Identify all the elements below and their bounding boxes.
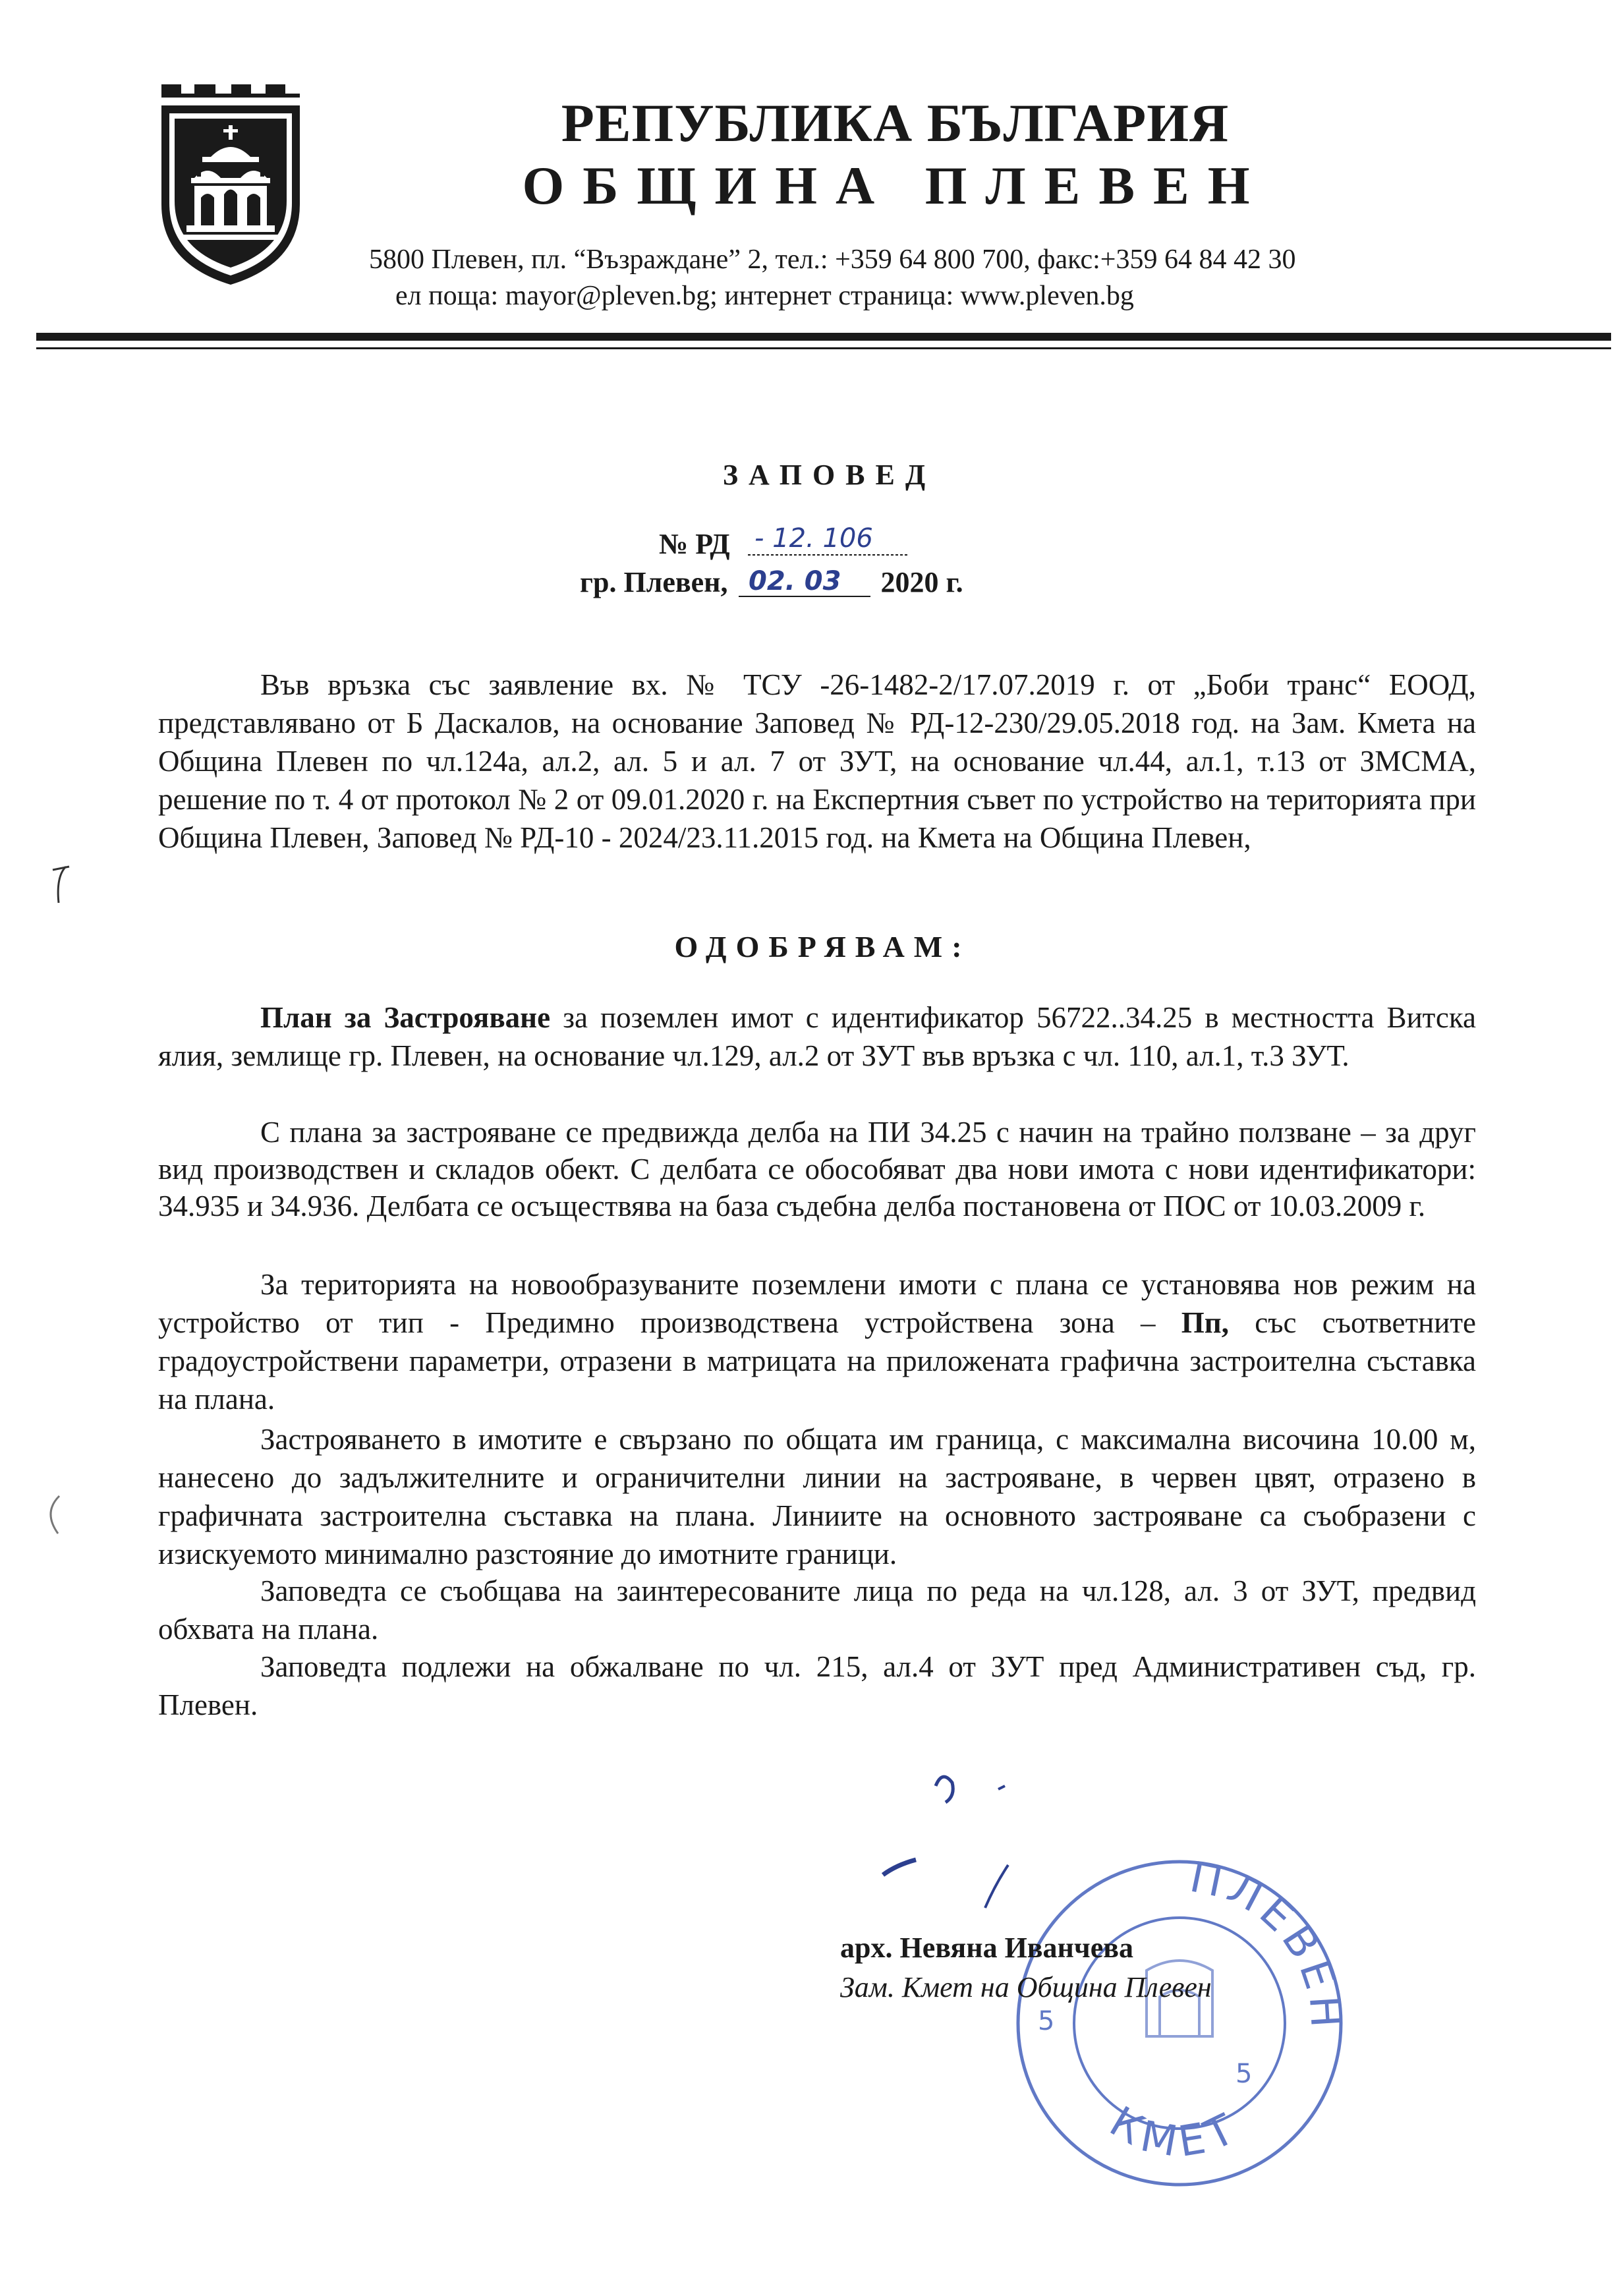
svg-text:ПЛЕВЕН <box>1186 1853 1351 2034</box>
paragraph-building: Застрояването в имотите е свързано по общата им граница, с максимална височина 10.00 м, нанесено до задължителните и ограничителни линии на застрояване, в червен цвят, отразено в графичната застроителна съставка на плана. Линиите на основното застрояване са съобразени с изискуемото минимално разстояние до имотните граници. <box>158 1423 1476 1570</box>
order-date-handwritten <box>735 566 874 599</box>
svg-text:КМЕТ <box>1102 2098 1248 2168</box>
paragraph-division: С плана за застрояване се предвижда делба на ПИ 34.25 с начин на трайно ползване – за друг вид производствен и складов обект. С делбата се обособяват два нови имота с нови идентификатори: 34.935 и 34.936. Делбата се осъществява на база съдебна делба постановена от ПОС от 10.03.2009 г. <box>158 1116 1476 1222</box>
header-contacts: ел поща: mayor@pleven.bg; интернет страница: www.pleven.bg <box>395 281 1134 311</box>
stamp-digit-left: 5 <box>1038 2006 1055 2036</box>
approve-heading: ОДОБРЯВАМ: <box>674 930 971 963</box>
header-divider-thin <box>36 347 1611 349</box>
zone-text-b: със съответните градоустройствени параметри, отразени в матрицата на приложената графична застроителна съставка на плана. <box>158 1306 1476 1416</box>
header-municipality: ОБЩИНА ПЛЕВЕН <box>522 156 1268 215</box>
order-date-row <box>580 565 963 599</box>
svg-text:- 12. 106: - 12. 106 <box>754 523 873 554</box>
order-place: гр. Плевен, <box>580 566 728 598</box>
signatory-role: Зам. Кмет на Община Плевен <box>840 1971 1212 2003</box>
paragraph-notice: Заповедта се съобщава на заинтересованите лица по реда на чл.128, ал. 3 от ЗУТ, предвид обхвата на плана. <box>158 1574 1476 1646</box>
header-divider-thick <box>36 333 1611 341</box>
intro-paragraph: Във връзка със заявление вх. № ТСУ -26-1482-2/17.07.2019 г. от „Боби транс“ ЕООД, представлявано от Б Даскалов, на основание Заповед № РД-12-230/29.05.2018 год. на Зам. Кмета на Община Плевен по чл.124а, ал.2, ал. 5 и ал. 7 от ЗУТ, на основание чл.44, ал.1, т.13 от ЗМСМА, решение по т. 4 от протокол № 2 от 09.01.2020 г. на Експертния съвет по устройство на територията при Община Плевен, Заповед № РД-10 - 2024/23.11.2015 год. на Кмета на Община Плевен, <box>158 668 1476 854</box>
order-number-handwritten <box>748 521 913 560</box>
order-year: 2020 г. <box>880 566 963 598</box>
svg-text:02. 03: 02. 03 <box>748 566 841 596</box>
paragraph-plan <box>158 998 1476 1075</box>
official-stamp <box>995 1839 1364 2208</box>
paragraph-appeal: Заповедта подлежи на обжалване по чл. 215, ал.4 от ЗУТ пред Административен съд, гр. Плевен. <box>158 1650 1476 1721</box>
order-title: ЗАПОВЕД <box>722 459 936 491</box>
header-address: 5800 Плевен, пл. “Възраждане” 2, тел.: +359 64 800 700, факс:+359 64 84 42 30 <box>369 244 1296 275</box>
zone-code: Пп, <box>1181 1306 1229 1339</box>
order-number-label: № РД <box>659 528 730 560</box>
stamp-bottom-text: КМЕТ <box>1101 2097 1248 2168</box>
stamp-top-text: ПЛЕВЕН <box>1185 1852 1351 2034</box>
margin-scan-mark-bottom <box>40 1493 66 1539</box>
plan-text: за поземлен имот с идентификатор 56722..34.25 в местността Витска ялия, землище гр. Плевен, на основание чл.129, ал.2 от ЗУТ във връзка с чл. 110, ал.1, т.3 ЗУТ. <box>158 1001 1476 1072</box>
signatory-name: арх. Невяна Иванчева <box>840 1932 1134 1964</box>
plan-heading: План за Застрояване <box>260 1001 551 1034</box>
margin-scan-mark-top <box>49 863 76 916</box>
paragraph-zone <box>158 1265 1476 1418</box>
header-country: РЕПУБЛИКА БЪЛГАРИЯ <box>561 93 1230 153</box>
stamp-digit-right: 5 <box>1236 2059 1253 2089</box>
zone-text-a: За територията на новообразуваните поземлени имоти с плана се установява нов режим на устройство от тип - Предимно производствена устройствена зона – <box>158 1268 1476 1339</box>
